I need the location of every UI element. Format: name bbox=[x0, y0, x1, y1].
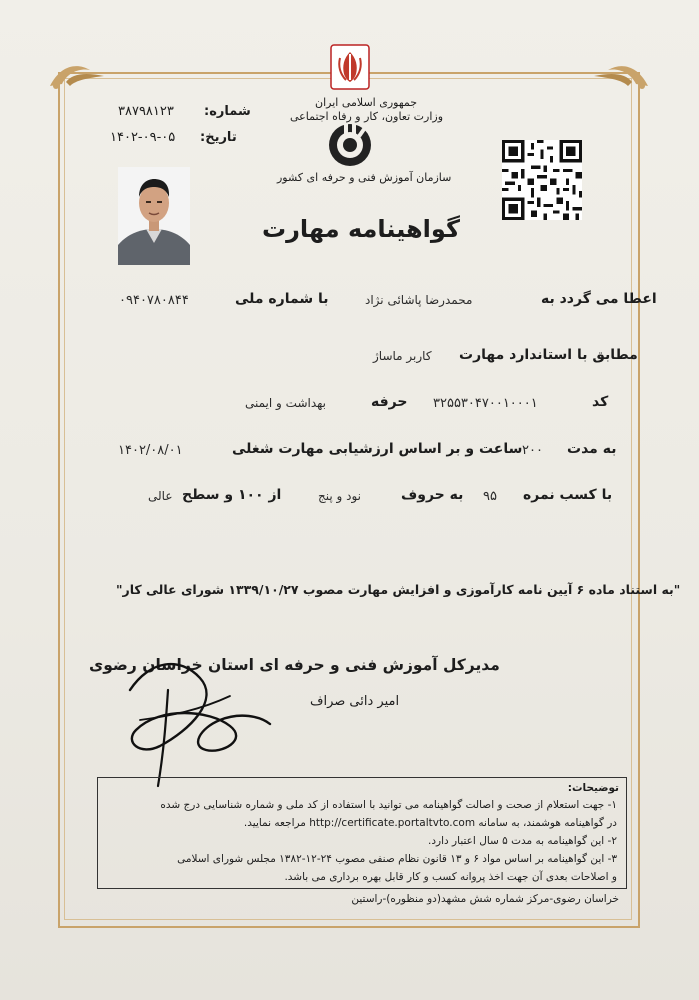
level-value: عالی bbox=[148, 489, 173, 503]
duration-value: ۲۰۰ bbox=[522, 443, 543, 458]
iran-emblem-icon bbox=[330, 44, 370, 90]
profession-value: بهداشت و ایمنی bbox=[245, 396, 326, 410]
code-value: ۳۲۵۵۳۰۴۷۰۰۱۰۰۰۱ bbox=[433, 396, 538, 411]
code-label: کد bbox=[592, 394, 609, 410]
note-line-1: ۱- جهت استعلام از صحت و اصالت گواهینامه می توانید با استفاده از کد ملی و شماره شناسایی درج شده bbox=[160, 799, 617, 811]
legal-basis-quote: "به استناد ماده ۶ آیین نامه کارآموزی و افزایش مهارت مصوب ۱۳۳۹/۱۰/۲۷ شورای عالی کار" bbox=[116, 582, 681, 597]
national-id-label: با شماره ملی bbox=[235, 291, 329, 307]
number-value: ۳۸۷۹۸۱۲۳ bbox=[118, 104, 174, 119]
certificate-title: گواهینامه مهارت bbox=[262, 215, 460, 243]
header-organization: سازمان آموزش فنی و حرفه ای کشور bbox=[277, 171, 452, 184]
national-id-value: ۰۹۴۰۷۸۰۸۴۴ bbox=[119, 293, 189, 308]
awarded-value: محمدرضا پاشائی نژاد bbox=[365, 293, 473, 307]
date-label: تاریخ: bbox=[200, 130, 237, 145]
date-value: ۱۴۰۲-۰۹-۰۵ bbox=[110, 130, 176, 145]
level-label: از ۱۰۰ و سطح bbox=[182, 487, 282, 503]
duration-label: به مدت bbox=[567, 441, 617, 457]
number-label: شماره: bbox=[204, 104, 251, 119]
awarded-label: اعطا می گردد به bbox=[541, 291, 657, 307]
note-line-5: و اصلاحات بعدی آن جهت اخذ پروانه کسب و کار قابل بهره برداری می باشد. bbox=[284, 871, 617, 883]
note-line-4: ۳- این گواهینامه بر اساس مواد ۶ و ۱۳ قانون نظام صنفی مصوب ۲۴-۱۲-۱۳۸۲ مجلس شورای اسلامی bbox=[177, 853, 617, 865]
corner-ornament-icon bbox=[588, 56, 652, 92]
standard-label: مطابق با استاندارد مهارت bbox=[459, 347, 638, 363]
note-line-2: در گواهینامه هوشمند، به سامانه http://certificate.portaltvto.com مراجعه نمایید. bbox=[243, 817, 617, 829]
tvto-logo-icon bbox=[327, 122, 373, 168]
score-label: با کسب نمره bbox=[523, 487, 613, 503]
notes-heading: توضیحات: bbox=[567, 782, 619, 794]
corner-ornament-icon bbox=[46, 56, 110, 92]
score-value: ۹۵ bbox=[483, 489, 497, 504]
signatory-name: امیر دائی صراف bbox=[310, 694, 400, 709]
hours-label: ساعت و بر اساس ارزشیابی مهارت شغلی bbox=[232, 441, 523, 457]
note-line-3: ۲- این گواهینامه به مدت ۵ سال اعتبار دارد. bbox=[428, 835, 617, 847]
letters-label: به حروف bbox=[401, 487, 464, 503]
qr-code-icon bbox=[502, 140, 582, 220]
header-country: جمهوری اسلامی ایران bbox=[315, 96, 418, 109]
header-ministry: وزارت تعاون، کار و رفاه اجتماعی bbox=[290, 110, 444, 123]
eval-date-value: ۱۴۰۲/۰۸/۰۱ bbox=[118, 443, 183, 458]
standard-value: کاربر ماساژ bbox=[373, 349, 432, 363]
letters-value: نود و پنج bbox=[318, 489, 362, 503]
signature-icon bbox=[110, 650, 280, 790]
footer-center: خراسان رضوی-مرکز شماره شش مشهد(دو منظوره)-راستین bbox=[351, 893, 619, 905]
signatory-position: مدیرکل آموزش فنی و حرفه ای استان خراسان رضوی bbox=[89, 656, 500, 674]
profession-label: حرفه bbox=[371, 394, 408, 410]
holder-photo bbox=[118, 167, 190, 265]
